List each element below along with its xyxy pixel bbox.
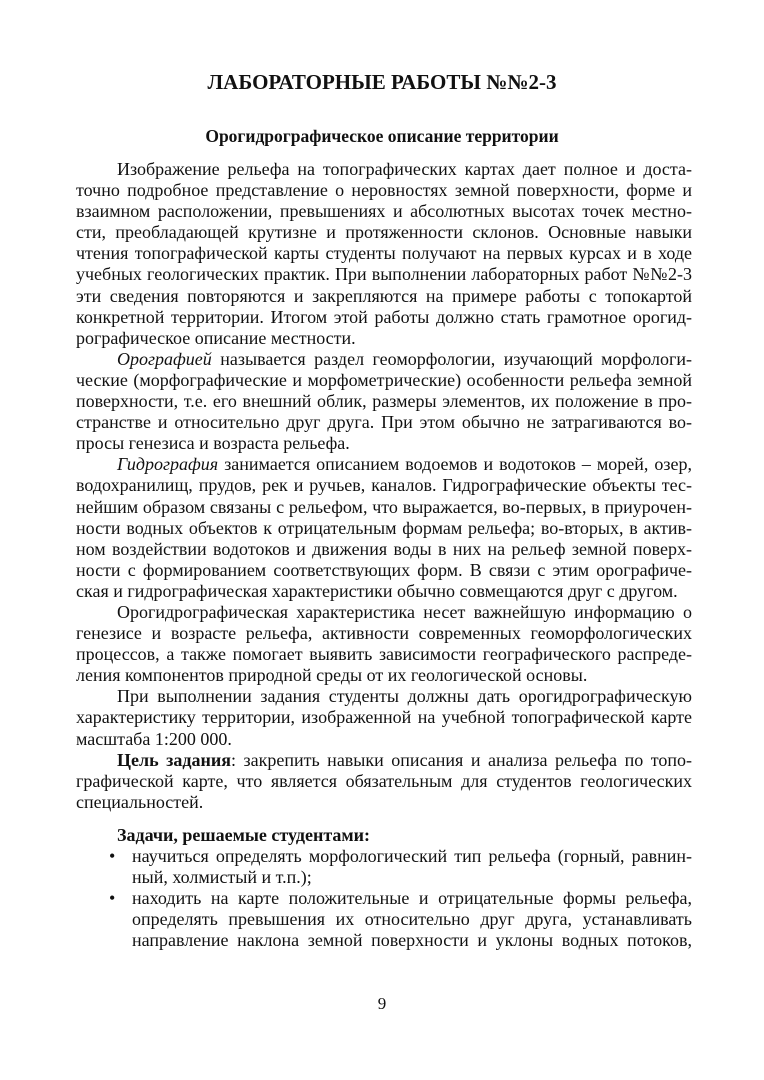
- line-text: При выполнении задания студенты должны дать орогидрографическую: [117, 686, 692, 707]
- text-line: [76, 475, 692, 496]
- text-line: [76, 729, 692, 750]
- line-text: поверхности, т.е. его внешний облик, размеры элементов, их положение в про-: [76, 391, 692, 412]
- line-text: странстве и относительно друг друга. При этом обычно не затрагиваются во-: [76, 412, 692, 433]
- emphasized-term: Орографией: [117, 348, 212, 369]
- line-text: водохранилищ, прудов, рек и ручьев, каналов. Гидрографические объекты тес-: [76, 475, 692, 496]
- emphasized-term: Цель задания: [117, 749, 231, 770]
- line-text: Изображение рельефа на топографических картах дает полное и доста-: [117, 159, 692, 179]
- line-text: процессов, а также помогает выявить зависимости географического распреде-: [76, 644, 692, 665]
- line-text: эти сведения повторяются и закрепляются на примере работы с топокартой: [76, 285, 692, 306]
- line-text: занимается описанием водоемов и водотоков – морей, озер,: [218, 454, 692, 475]
- text-line: [76, 454, 692, 475]
- line-text: специальностей.: [76, 791, 204, 812]
- line-text: сти, преобладающей крутизне и протяженности склонов. Основные навыки: [76, 222, 692, 243]
- paragraph: [76, 159, 692, 349]
- text-line: [76, 623, 692, 644]
- text-line: [76, 243, 692, 264]
- line-text: ческие (морфографические и морфометрические) особенности рельефа земной: [76, 369, 692, 390]
- text-line: [76, 771, 692, 792]
- list-item: [76, 888, 692, 951]
- text-line: определять превышения их относительно друг друга, устанавливать: [132, 909, 692, 930]
- section-subtitle: Орогидрографическое описание территории: [205, 126, 559, 146]
- text-line: [76, 560, 692, 581]
- text-line: [76, 644, 692, 665]
- text-line: научиться определять морфологический тип рельефа (горный, равнин-: [132, 846, 692, 866]
- line-text: генезисе и возрасте рельефа, активности современных геоморфологических: [76, 623, 692, 644]
- text-line: находить на карте положительные и отрицательные формы рельефа,: [132, 888, 692, 909]
- line-text: просы генезиса и возраста рельефа.: [76, 433, 350, 454]
- line-text: масштаба 1:200 000.: [76, 728, 232, 749]
- tasks-heading: Задачи, решаемые студентами:: [117, 824, 371, 845]
- text-line: [76, 665, 692, 686]
- text-line: [76, 412, 692, 433]
- text-line: [76, 286, 692, 307]
- text-line: [76, 180, 692, 201]
- text-line: [76, 539, 692, 560]
- line-text: чтения топографической карты студенты получают на первых курсах и в ходе: [76, 243, 692, 264]
- line-text: взаимном расположении, превышениях и абсолютных высотах точек местно-: [76, 201, 692, 222]
- line-text: ности водных объектов к отрицательным формам рельефа; во-вторых, в актив-: [76, 517, 692, 538]
- bullet-icon: •: [109, 846, 116, 866]
- text-line: [76, 222, 692, 243]
- text-line: [76, 307, 692, 328]
- text-line: [76, 518, 692, 539]
- text-line: [76, 328, 692, 349]
- line-text: ская и гидрографическая характеристики обычно совмещаются друг с другом.: [76, 580, 678, 601]
- text-line: ный, холмистый и т.п.);: [132, 867, 312, 888]
- text-line: [76, 349, 692, 370]
- tasks-list: [76, 846, 692, 951]
- text-line: [76, 159, 692, 180]
- paragraph: [76, 602, 692, 686]
- text-line: [76, 391, 692, 412]
- paragraph: [76, 349, 692, 454]
- line-text: рографическое описание местности.: [76, 327, 356, 348]
- page-number: 9: [377, 994, 387, 1013]
- text-line: [76, 264, 692, 285]
- line-text: ления компонентов природной среды от их геологической основы.: [76, 665, 588, 686]
- paragraph: [76, 454, 692, 602]
- emphasized-term: Гидрография: [117, 454, 219, 475]
- line-text: конкретной территории. Итогом этой работы должно стать грамотное орогид-: [76, 306, 692, 327]
- list-item: [76, 846, 692, 888]
- page-title: ЛАБОРАТОРНЫЕ РАБОТЫ №№2-3: [207, 70, 557, 94]
- text-line: [76, 686, 692, 707]
- paragraph: [76, 686, 692, 749]
- document-body: [76, 159, 692, 951]
- line-text: учебных геологических практик. При выполнении лабораторных работ №№2-3: [76, 264, 692, 285]
- line-text: характеристику территории, изображенной на учебной топографической карте: [76, 707, 692, 728]
- line-text: Орогидрографическая характеристика несет важнейшую информацию о: [117, 601, 692, 622]
- line-text: точно подробное представление о неровностях земной поверхности, форме и: [76, 180, 692, 201]
- text-line: [76, 497, 692, 518]
- line-text: графической карте, что является обязательным для студентов геологических: [76, 770, 692, 791]
- text-line: [76, 201, 692, 222]
- text-line: направление наклона земной поверхности и уклоны водных потоков,: [132, 930, 692, 951]
- text-line: [76, 370, 692, 391]
- line-text: ности с формированием соответствующих форм. В связи с этим орографиче-: [76, 559, 692, 580]
- line-text: ном воздействии водотоков и движения воды в них на рельеф земной поверх-: [76, 538, 692, 559]
- line-text: называется раздел геоморфологии, изучающий морфологи-: [211, 348, 692, 369]
- line-text: нейшим образом связаны с рельефом, что выражается, во-первых, в приурочен-: [76, 496, 692, 517]
- text-line: [76, 581, 692, 602]
- bullet-icon: •: [109, 888, 116, 909]
- text-line: [76, 602, 692, 623]
- paragraph: [76, 750, 692, 813]
- text-line: [76, 707, 692, 728]
- text-line: [76, 792, 692, 813]
- text-line: [76, 750, 692, 771]
- line-text: : закрепить навыки описания и анализа рельефа по топо-: [230, 749, 692, 770]
- text-line: [76, 433, 692, 454]
